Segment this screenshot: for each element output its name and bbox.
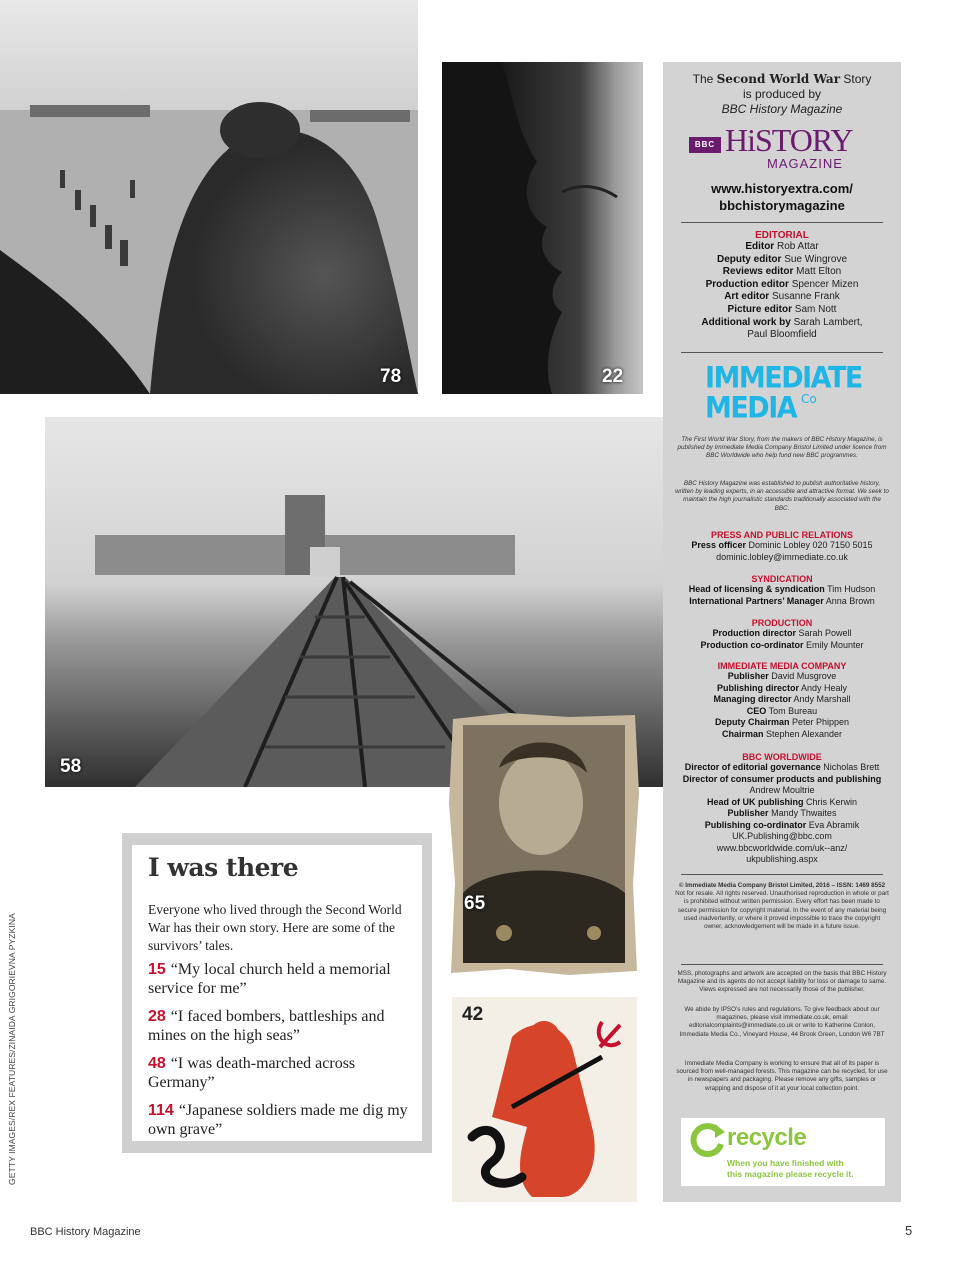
i-was-there-box — [122, 833, 432, 1153]
sidebar-divider — [681, 874, 883, 875]
url-line-2: bbchistorymagazine — [719, 198, 845, 213]
credit-line[interactable]: ukpublishing.aspx — [746, 854, 818, 864]
page-badge-58: 58 — [60, 756, 82, 777]
sidebar-divider — [681, 964, 883, 965]
sidebar-intro-line-2: is produced by — [742, 87, 822, 101]
credit-line: Editor Rob Attar — [745, 241, 819, 252]
press-heading: PRESS AND PUBLIC RELATIONS — [710, 530, 853, 540]
story-item[interactable] — [148, 1054, 408, 1092]
story-page-number: 15 — [148, 961, 166, 978]
immediate-company-heading: IMMEDIATE MEDIA COMPANY — [717, 661, 847, 671]
bbc-history-logo — [689, 124, 879, 172]
sidebar-divider — [681, 222, 883, 223]
media-wordmark: MEDIA — [705, 390, 797, 425]
recycle-subtext-2: this magazine please recycle it. — [727, 1169, 854, 1179]
sidebar-intro — [675, 72, 889, 117]
syndication-heading: SYNDICATION — [751, 574, 813, 584]
story-page-number: 48 — [148, 1055, 166, 1072]
credit-line[interactable]: www.bbcworldwide.com/uk--anz/ — [716, 842, 848, 853]
credit-line: Picture editor Sam Nott — [727, 303, 837, 315]
soviet-poster-photo — [452, 997, 637, 1202]
production-section — [675, 618, 889, 651]
story-quote: “I faced bombers, battleships and mines on the high seas” — [148, 1008, 385, 1044]
footer-magazine-name: BBC History Magazine — [30, 1226, 141, 1238]
copyright-text: © Immediate Media Company Bristol Limited, 2016 – ISSN: 1469 8552 Not for resale. All rights reserved. Unauthorised reproduction in whole or part is prohibited without written permission. Every effort has been made to secure permission for copyright material. In the event of any material being used inadvertently, or where it proved impossible to trace the copyright owner, acknowledgement will be made in a future issue. — [675, 882, 889, 931]
recycle-subtext-1: When you have finished with — [727, 1158, 844, 1168]
credit-line: CEO Tom Bureau — [746, 705, 818, 716]
page-badge-78: 78 — [380, 366, 402, 387]
credit-line: Additional work by Sarah Lambert, — [701, 316, 863, 328]
story-quote: “Japanese soldiers made me dig my own grave” — [148, 1102, 408, 1138]
credit-line: Publisher Mandy Thwaites — [727, 808, 837, 818]
credit-line: Production co-ordinator Emily Mounter — [700, 639, 864, 650]
production-heading: PRODUCTION — [751, 618, 813, 628]
story-page-number: 114 — [148, 1102, 174, 1119]
credit-line: Andrew Moultrie — [749, 785, 815, 795]
footer-page-number: 5 — [905, 1223, 913, 1238]
story-item[interactable] — [148, 1007, 408, 1045]
i-was-there-title: I was there — [148, 853, 299, 882]
press-section — [675, 530, 889, 563]
sidebar-intro-line-3: BBC History Magazine — [721, 102, 843, 116]
ipso-text: We abide by IPSO’s rules and regulations. To give feedback about our magazines, please visit immediate.co.uk, email editorialcomplaints@immediate.co.uk or write to Katherine Conlon, Immediate Media Co., Vineyard House, 44 Brook Green, London W6 7BT — [679, 1006, 885, 1038]
credit-line: Publishing co-ordinator Eva Abramik — [704, 819, 860, 830]
credit-line: Paul Bloomfield — [747, 329, 817, 341]
photo-credit: GETTY IMAGES/REX FEATURES/ZINAIDA GRIGORIEVNA PYZKINA — [7, 913, 17, 1185]
credit-line: Deputy editor Sue Wingrove — [716, 253, 848, 265]
credit-line: Managing director Andy Marshall — [713, 694, 851, 704]
immediate-wordmark: IMMEDIATE — [705, 360, 862, 395]
immediate-media-logo — [705, 362, 875, 426]
masthead-sidebar — [663, 62, 901, 1202]
credit-line: Production editor Spencer Mizen — [705, 278, 859, 290]
immediate-company-section — [675, 661, 889, 740]
credit-line: Publisher David Musgrove — [727, 671, 837, 681]
i-was-there-intro: Everyone who lived through the Second World War has their own story. Here are some of the survivors’ tales. — [148, 902, 402, 953]
credit-line: Reviews editor Matt Elton — [722, 266, 842, 278]
woman-soldier-photo — [449, 713, 639, 975]
credit-line: Deputy Chairman Peter Phippen — [714, 717, 850, 727]
recycle-badge — [681, 1118, 885, 1186]
credit-line: Head of UK publishing Chris Kerwin — [706, 796, 858, 807]
editorial-section — [675, 230, 889, 342]
credit-line: Press officer Dominic Lobley 020 7150 5015 — [691, 540, 873, 550]
syndication-section — [675, 574, 889, 607]
i-was-there-panel — [132, 845, 422, 1141]
story-quote: “My local church held a memorial service for me” — [148, 961, 391, 997]
bbc-worldwide-heading: BBC WORLDWIDE — [742, 752, 822, 762]
credit-line: Director of consumer products and publishing — [682, 773, 882, 784]
history-wordmark: HiSTORY — [725, 122, 853, 158]
story-page-number: 28 — [148, 1008, 166, 1025]
about-text-2: BBC History Magazine was established to publish authoritative history, written by leading experts, in an accessible and attractive format. We seek to maintain the high journalistic standards traditionally associated with the BBC. — [675, 480, 889, 512]
page-badge-22: 22 — [602, 366, 624, 387]
url-line-1: www.historyextra.com/ — [711, 181, 853, 196]
portrait-photo — [442, 62, 643, 394]
co-wordmark: Co — [801, 392, 817, 406]
credit-line: Head of licensing & syndication Tim Hudson — [688, 584, 876, 594]
credit-line[interactable]: dominic.lobley@immediate.co.uk — [716, 551, 848, 562]
credit-line: International Partners’ Manager Anna Brown — [689, 595, 875, 606]
dday-landing-photo — [0, 0, 418, 394]
recycle-icon — [689, 1122, 725, 1158]
editorial-heading: EDITORIAL — [755, 230, 809, 241]
credit-line[interactable]: UK.Publishing@bbc.com — [732, 831, 832, 841]
story-item[interactable] — [148, 1101, 408, 1139]
bbc-worldwide-section — [675, 752, 889, 866]
credit-line: Publishing director Andy Healy — [716, 682, 848, 693]
sidebar-url[interactable] — [675, 180, 889, 214]
mss-text: MSS, photographs and artwork are accepted on the basis that BBC History Magazine and its agents do not accept liability for loss or damage to same. Views expressed are not necessarily those of the publisher. — [677, 970, 887, 994]
credit-line: Chairman Stephen Alexander — [721, 728, 843, 739]
story-item[interactable] — [148, 960, 408, 998]
about-text-1: The First World War Story, from the makers of BBC History Magazine, is published by Immediate Media Company Bristol Limited under licence from BBC Worldwide who help fund new BBC programmes. — [677, 436, 887, 460]
magazine-wordmark: MAGAZINE — [767, 156, 843, 171]
bbc-logo-box: BBC — [689, 137, 721, 153]
credit-line: Art editor Susanne Frank — [724, 291, 840, 303]
credit-line: Production director Sarah Powell — [712, 628, 852, 638]
recycle-wordmark: recycle — [727, 1124, 807, 1151]
page-badge-42: 42 — [462, 1004, 484, 1025]
sidebar-intro-line-1: The Second World War Story — [692, 72, 872, 86]
credit-line: Director of editorial governance Nicholas Brett — [684, 762, 880, 772]
sidebar-divider — [681, 352, 883, 353]
recycle-note-text: Immediate Media Company is working to ensure that all of its paper is sourced from well-managed forests. This magazine can be recycled, for use in newspapers and packaging. Please remove any gifts, samples or wrapping and dispose of it at your local collection point. — [676, 1060, 888, 1092]
page-badge-65: 65 — [464, 893, 486, 914]
story-quote: “I was death-marched across Germany” — [148, 1055, 356, 1091]
intro-title: Second World War — [716, 72, 841, 86]
